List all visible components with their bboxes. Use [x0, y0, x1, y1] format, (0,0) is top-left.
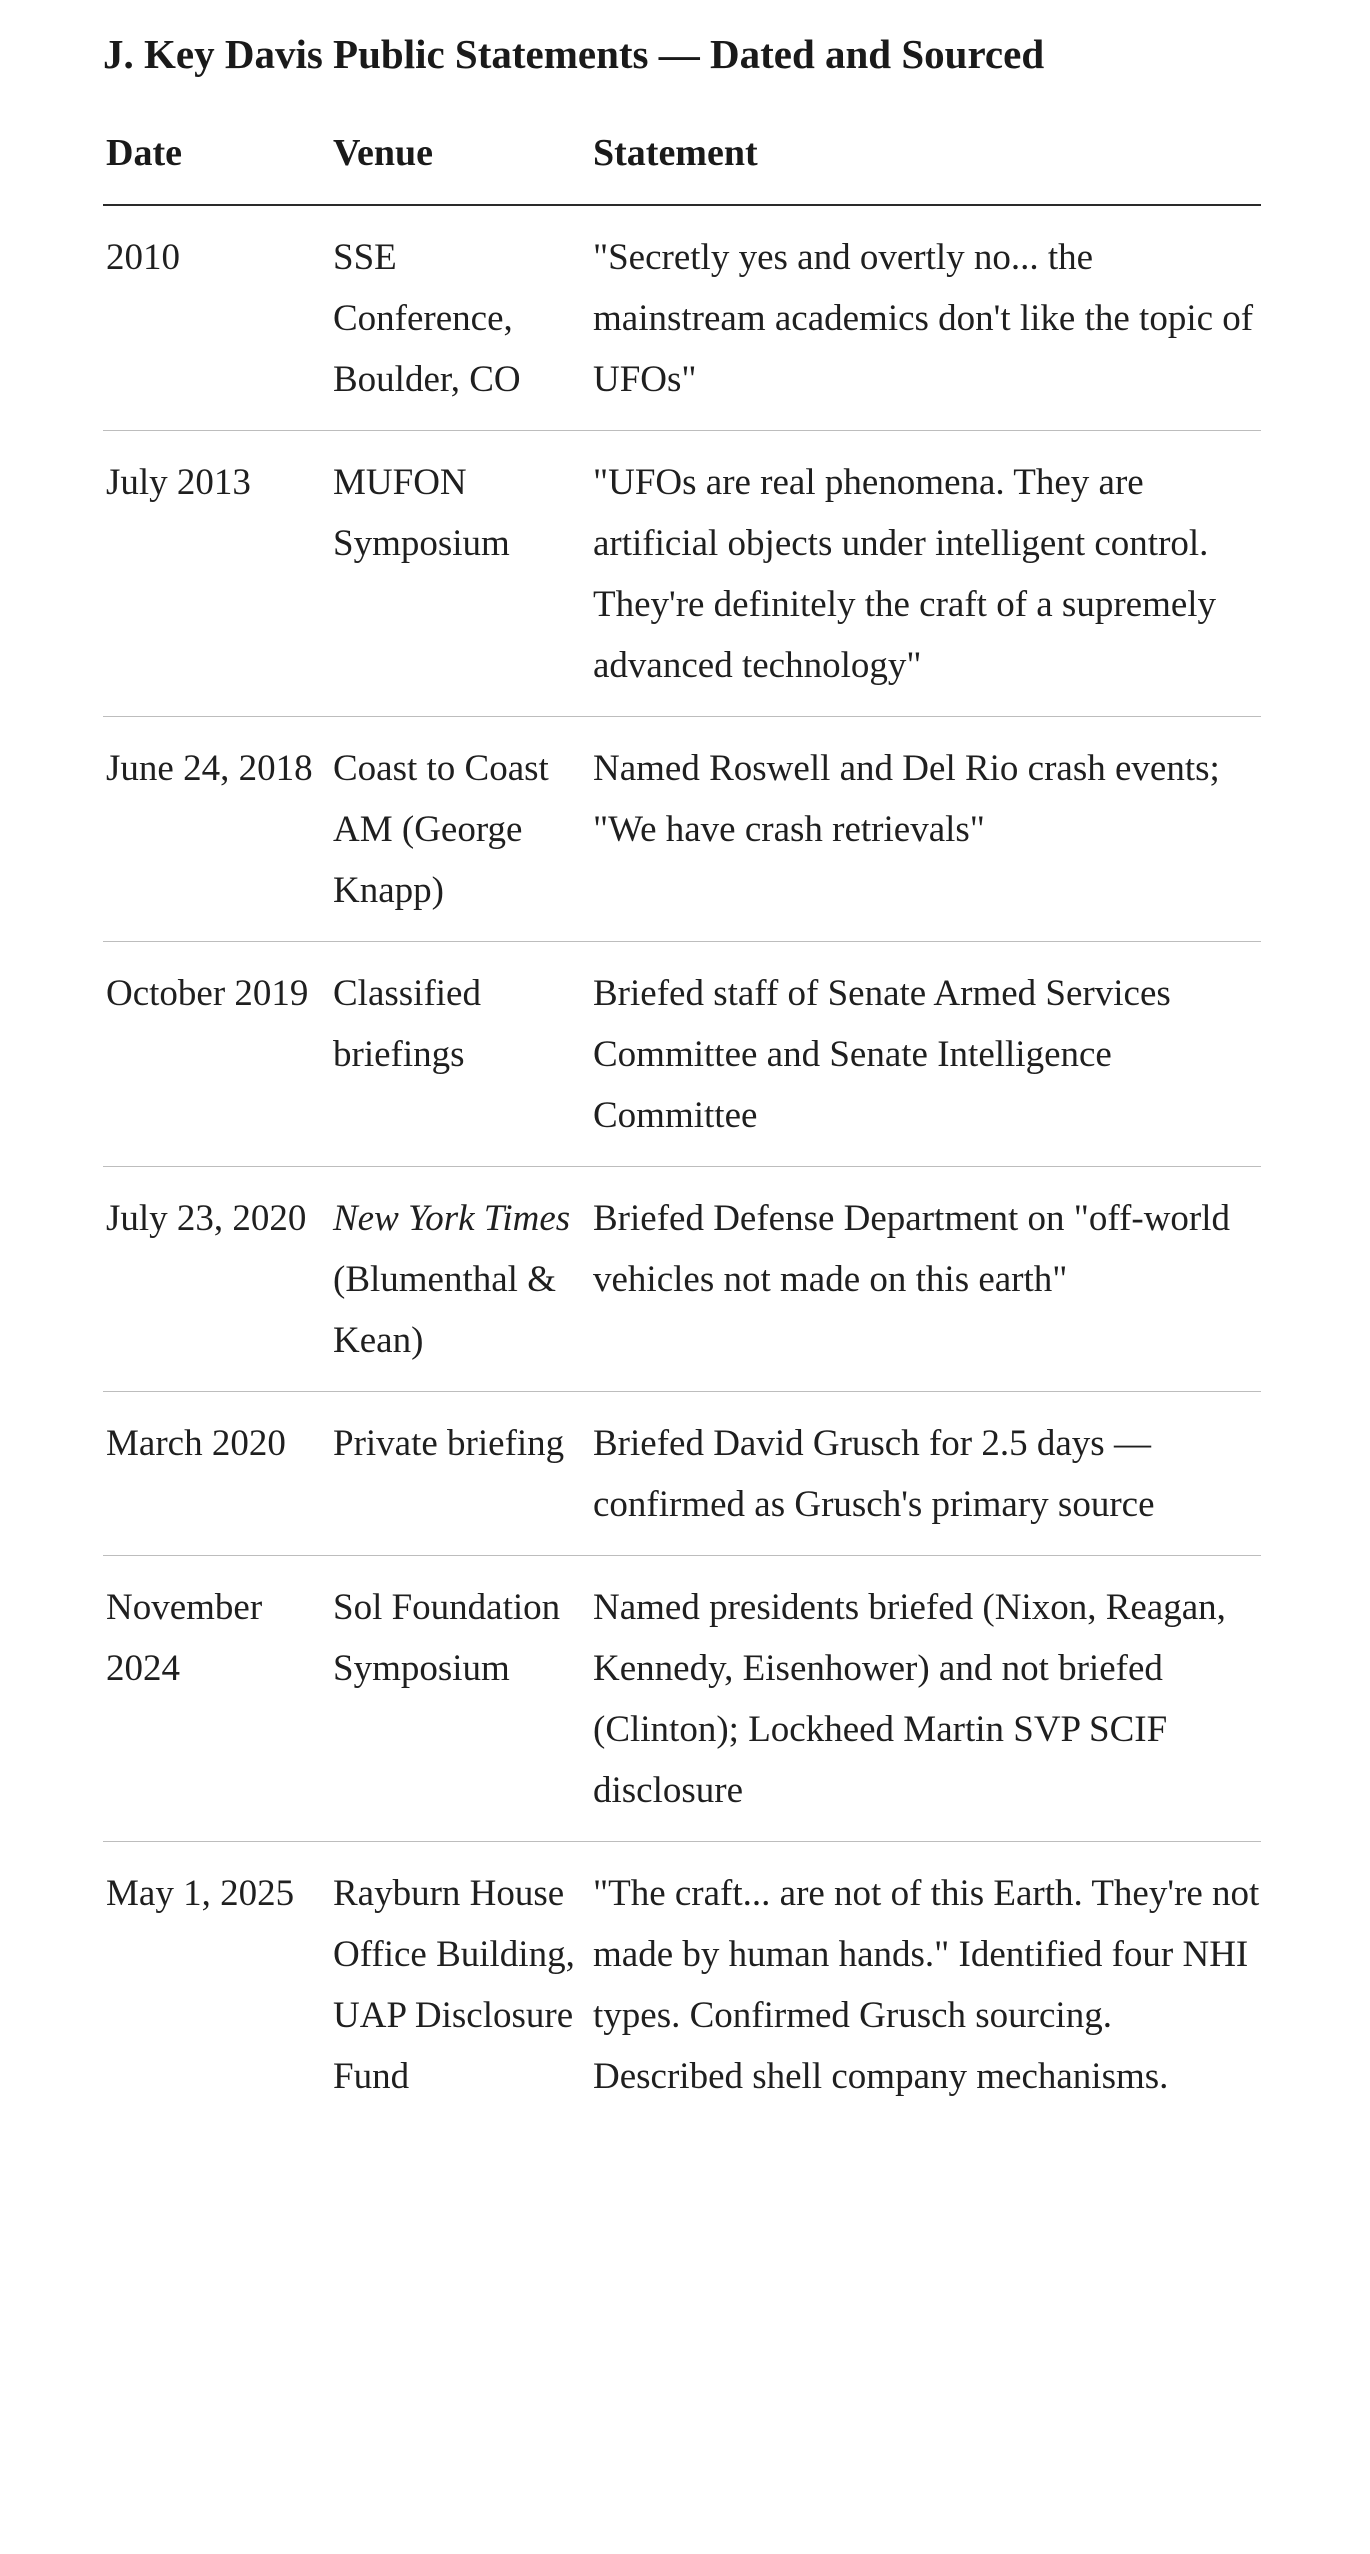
table-row	[103, 1556, 1261, 1842]
table-row	[103, 1167, 1261, 1392]
venue-name: Private briefing	[333, 1423, 565, 1464]
venue-cell	[330, 205, 590, 431]
table-row	[103, 1842, 1261, 2128]
statement-cell: Briefed David Grusch for 2.5 days — confirmed as Grusch's primary source	[590, 1392, 1261, 1556]
venue-name: MUFON Symposium	[333, 462, 510, 564]
date-cell: July 2013	[103, 431, 330, 717]
date-cell: October 2019	[103, 942, 330, 1167]
date-cell: May 1, 2025	[106, 1873, 295, 1914]
date-cell: July 23, 2020	[103, 1167, 330, 1392]
column-header-venue: Venue	[330, 122, 590, 205]
venue-name: SSE Conference, Boulder, CO	[333, 237, 521, 400]
statement-cell: Briefed Defense Department on "off-world vehicles not made on this earth"	[590, 1167, 1261, 1392]
table-row	[103, 431, 1261, 717]
venue-name: Classified briefings	[333, 973, 481, 1075]
venue-cell	[330, 1556, 590, 1842]
date-cell: November 2024	[103, 1556, 330, 1842]
venue-cell	[330, 1842, 590, 2128]
table-row	[103, 205, 1261, 431]
table-row	[103, 1392, 1261, 1556]
date-cell: June 24, 2018	[103, 717, 330, 942]
venue-publication-name: New York Times	[333, 1198, 571, 1239]
venue-cell	[330, 717, 590, 942]
table-row	[103, 717, 1261, 942]
column-header-statement: Statement	[590, 122, 1261, 205]
venue-cell	[330, 942, 590, 1167]
column-header-date: Date	[103, 122, 330, 205]
statement-cell: Briefed staff of Senate Armed Services Committee and Senate Intelligence Committee	[590, 942, 1261, 1167]
venue-name: Sol Foundation Symposium	[333, 1587, 561, 1689]
venue-cell	[330, 1392, 590, 1556]
date-cell: March 2020	[103, 1392, 330, 1556]
statement-cell: "The craft... are not of this Earth. They're not made by human hands." Identified four NHI types. Confirmed Grusch sourcing. Described shell company mechanisms.	[593, 1873, 1260, 2097]
venue-cell	[330, 1167, 590, 1392]
table-row	[103, 942, 1261, 1167]
statements-table	[103, 122, 1261, 2127]
table-header	[103, 122, 1261, 205]
table-title: J. Key Davis Public Statements — Dated and Sourced	[103, 31, 1045, 77]
statement-cell: Named Roswell and Del Rio crash events; "We have crash retrievals"	[590, 717, 1261, 942]
statement-cell: Named presidents briefed (Nixon, Reagan, Kennedy, Eisenhower) and not briefed (Clinton); Lockheed Martin SVP SCIF disclosure	[590, 1556, 1261, 1842]
statement-cell: "UFOs are real phenomena. They are artificial objects under intelligent control. They're definitely the craft of a supremely advanced technology"	[590, 431, 1261, 717]
statement-cell: "Secretly yes and overtly no... the mainstream academics don't like the topic of UFOs"	[590, 205, 1261, 431]
venue-byline: (Blumenthal & Kean)	[333, 1259, 556, 1361]
venue-name: Coast to Coast AM (George Knapp)	[333, 748, 549, 911]
venue-name: Rayburn House Office Building, UAP Disclosure Fund	[333, 1873, 575, 2097]
table-body	[103, 205, 1261, 2127]
date-cell: 2010	[103, 205, 330, 431]
venue-cell	[330, 431, 590, 717]
header-row	[103, 122, 1261, 205]
